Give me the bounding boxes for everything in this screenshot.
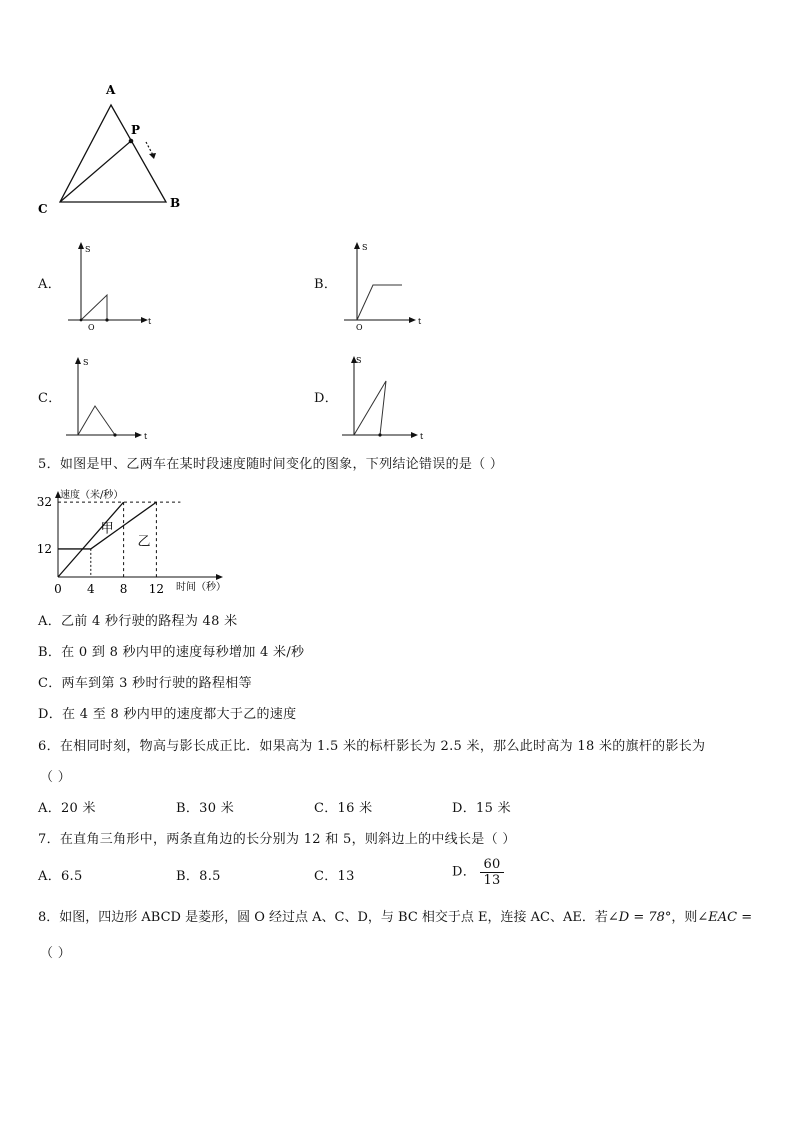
q4-option-a-letter: A．: [38, 277, 61, 292]
x-axis-arrow-icon: [411, 432, 418, 438]
q7-option-c: C．13: [314, 869, 355, 884]
label-c: C: [38, 202, 48, 216]
triangle-figure: [30, 78, 200, 218]
q6-option-a: A．20 米: [38, 801, 96, 816]
q8-stem-part2: ，则: [671, 910, 698, 925]
q4-option-b-letter: B．: [314, 277, 338, 292]
q5-option-d: D．在 4 至 8 秒内甲的速度都大于乙的速度: [38, 707, 297, 722]
q8-stem: [38, 910, 752, 926]
speed-time-chart: [30, 484, 250, 602]
x-axis-arrow-icon: [409, 317, 416, 323]
x-tick-label: 4: [86, 582, 95, 596]
q8-answer-paren: （ ）: [40, 946, 72, 961]
segment-cp: [60, 141, 131, 202]
y-axis-arrow-icon: [354, 242, 360, 249]
q4-option-b-graph: [336, 238, 446, 333]
axis-t-label: t: [418, 317, 422, 326]
q6-option-c: C．16 米: [314, 801, 373, 816]
q4-option-d-letter: D．: [314, 391, 339, 406]
axis-s-label: S: [83, 358, 89, 367]
series-label-yi: 乙: [137, 534, 151, 550]
x-axis-arrow-icon: [135, 432, 142, 438]
graph-curve: [354, 381, 386, 435]
q4-option-c-letter: C．: [38, 391, 62, 406]
graph-curve: [81, 295, 107, 320]
y-axis-arrow-icon: [78, 242, 84, 249]
fraction-denominator: 13: [483, 873, 501, 888]
axis-t-label: t: [148, 317, 152, 326]
q7-option-d-letter: D．: [452, 864, 477, 880]
axis-s-label: S: [362, 243, 368, 252]
q5-option-b: B．在 0 到 8 秒内甲的速度每秒增加 4 米/秒: [38, 645, 305, 660]
q6-answer-paren: （ ）: [40, 770, 72, 785]
q7-option-b: B．8.5: [176, 869, 221, 884]
x-tick-label: 8: [119, 582, 128, 596]
origin-label: O: [356, 323, 363, 332]
q7-option-d: [452, 857, 504, 888]
x-axis-arrow-icon: [141, 317, 148, 323]
graph-curve: [357, 285, 402, 320]
x-tick-label: 12: [148, 582, 165, 596]
axis-s-label: S: [85, 245, 91, 254]
x-axis-label: 时间（秒）: [176, 582, 226, 593]
graph-curve: [78, 406, 115, 435]
point-p: [129, 139, 134, 144]
graph-point: [105, 318, 108, 321]
series-label-jia: 甲: [100, 521, 114, 537]
q5-stem: 5．如图是甲、乙两车在某时段速度随时间变化的图象，下列结论错误的是（ ）: [38, 457, 504, 472]
x-tick-label: 0: [54, 582, 62, 596]
q7-option-d-fraction: [480, 857, 503, 888]
arrow-head-icon: [149, 153, 156, 159]
axis-s-label: S: [356, 356, 362, 365]
fraction-numerator: 60: [480, 857, 503, 873]
label-b: B: [170, 196, 181, 210]
graph-point: [113, 433, 116, 436]
q8-angle-eac: ∠EAC =: [697, 910, 753, 925]
q4-option-d-graph: [334, 350, 444, 445]
y-axis-arrow-icon: [75, 357, 81, 364]
x-axis-arrow-icon: [216, 574, 223, 580]
origin-label: O: [88, 323, 95, 332]
q6-option-b: B．30 米: [176, 801, 235, 816]
q4-option-a-graph: [60, 238, 170, 333]
q5-option-a: A．乙前 4 秒行驶的路程为 48 米: [38, 614, 238, 629]
y-axis-label: 速度（米/秒）: [60, 490, 124, 501]
y-tick-label: 32: [36, 495, 52, 510]
label-p: P: [131, 123, 141, 137]
q7-option-a: A．6.5: [38, 869, 83, 884]
axis-t-label: t: [144, 432, 148, 441]
q5-option-c: C．两车到第 3 秒时行驶的路程相等: [38, 676, 252, 691]
axis-t-label: t: [420, 432, 424, 441]
graph-point: [80, 319, 83, 322]
q6-option-d: D．15 米: [452, 801, 511, 816]
q6-stem: 6．在相同时刻，物高与影长成正比．如果高为 1.5 米的标杆影长为 2.5 米，那么此时高为 18 米的旗杆的影长为: [38, 739, 706, 754]
q4-option-c-graph: [58, 350, 168, 445]
q8-angle-d: ∠D = 78°: [607, 910, 672, 925]
y-tick-label: 12: [36, 541, 52, 556]
q8-stem-part1: 8．如图，四边形 ABCD 是菱形，圆 O 经过点 A、C、D，与 BC 相交于点 E，连接 AC、AE．若: [38, 910, 608, 925]
label-a: A: [106, 83, 116, 97]
graph-point: [378, 433, 381, 436]
q7-stem: 7．在直角三角形中，两条直角边的长分别为 12 和 5，则斜边上的中线长是（ ）: [38, 832, 516, 847]
triangle-abc: [60, 105, 166, 202]
